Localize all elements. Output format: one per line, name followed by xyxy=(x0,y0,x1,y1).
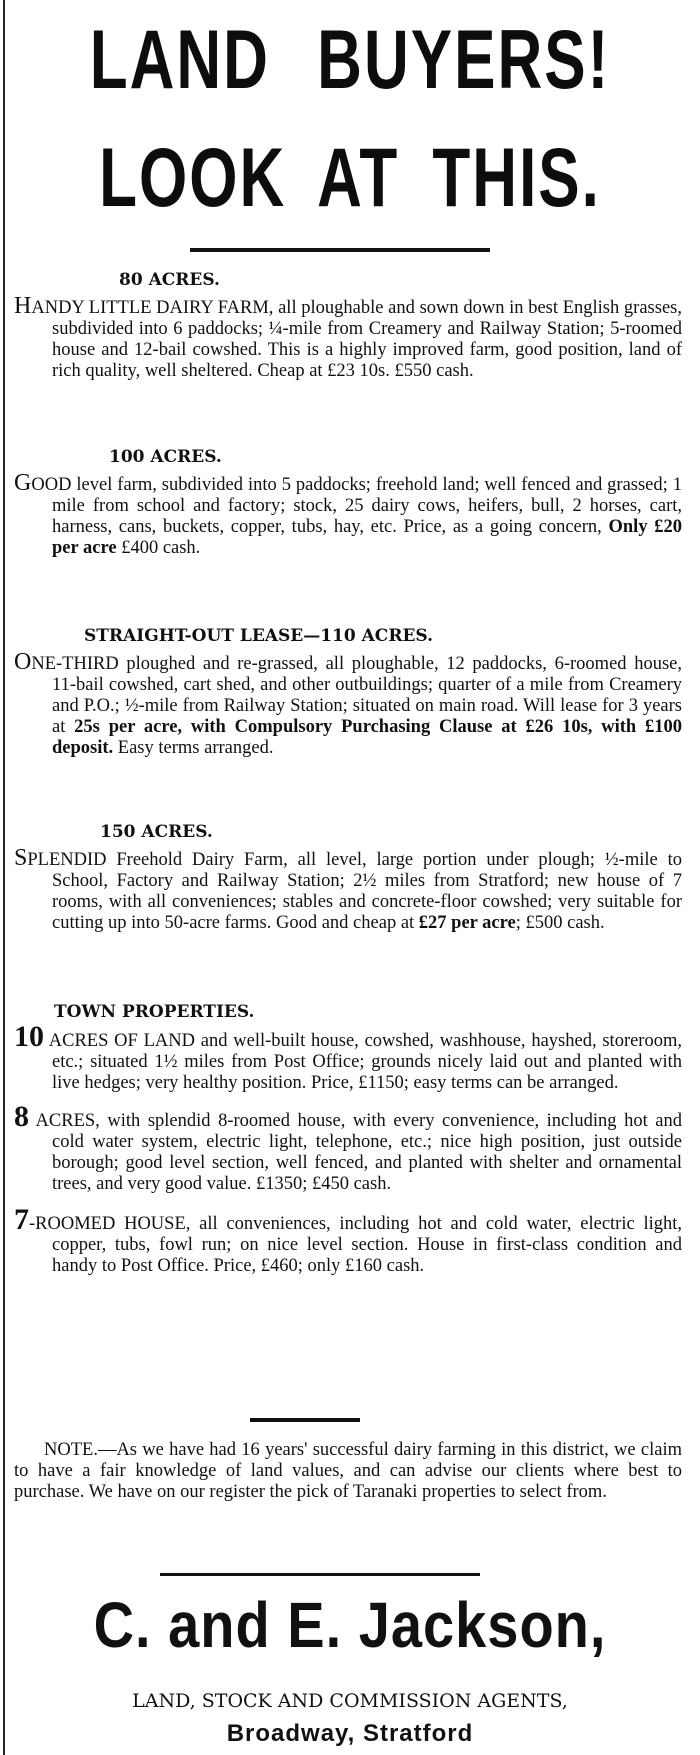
listing-text xyxy=(14,470,683,559)
listing-80-acres xyxy=(14,270,682,382)
listing-150-acres xyxy=(14,822,682,934)
drop-number: 10 xyxy=(14,1020,44,1053)
firm-address: Broadway, Stratford xyxy=(226,1720,474,1747)
listing-text xyxy=(14,845,682,934)
listing-tail: £400 cash. xyxy=(116,538,201,558)
town-properties-heading: TOWN PROPERTIES. xyxy=(54,1002,255,1022)
listing-heading: 100 ACRES. xyxy=(109,447,222,467)
listing-heading: 80 ACRES. xyxy=(119,270,220,290)
note-text: NOTE.—As we have had 16 years' successful dairy farming in this district, we claim to have a fair knowledge of land values, and can advise our clients where best to purchase. We have on our register the pick of Taranaki properties to select from. xyxy=(14,1440,682,1502)
listing-heading: 150 ACRES. xyxy=(100,822,213,842)
drop-number: 7 xyxy=(14,1203,29,1236)
firm-agents: LAND, STOCK AND COMMISSION AGENTS, xyxy=(132,1690,568,1712)
listing-text xyxy=(14,649,682,759)
divider-rule-bottom xyxy=(160,1573,480,1576)
divider-rule xyxy=(190,248,490,252)
drop-cap: H xyxy=(14,293,32,319)
listing-body: OOD level farm, subdivided into 5 paddocks; freehold land; well fenced and grassed; 1 mile from school and factory; stock, 25 dairy cows, heifers, bull, 2 horses, cart, harness, cans, buckets, copper, tubs, hay, etc. Price, as a going concern, xyxy=(31,475,682,537)
property-body: ACRES OF LAND and well-built house, cowshed, washhouse, hayshed, storeroom, etc.; situated 1½ miles from Post Office; grounds nicely laid out and planted with live hedges; very healthy position. Price, £1150; easy terms can be arranged. xyxy=(44,1031,682,1093)
divider-rule-short xyxy=(250,1418,360,1422)
property-body: -ROOMED HOUSE, all conveniences, including hot and cold water, electric light, copper, tubs, fowl run; on nice level section. House in first-class condition and handy to Post Office. Price, £460; only £160 cash. xyxy=(29,1214,682,1276)
town-property-7-roomed-house xyxy=(14,1203,682,1277)
property-body: ACRES, with splendid 8-roomed house, with every convenience, including hot and cold water system, electric light, telephone, etc.; nice high position, just outside borough; good level section, well fenced, and planted with shelter and ornamental trees, and very good value. £1350; £450 cash. xyxy=(29,1111,682,1194)
drop-cap: O xyxy=(14,649,32,675)
town-property-8-acres xyxy=(14,1100,682,1195)
listing-100-acres xyxy=(14,447,682,559)
listing-body: ANDY LITTLE DAIRY FARM, all ploughable and sown down in best English grasses, subdivided into 6 paddocks; ¼-mile from Creamery and Railway Station; 5-roomed house and 12-bail cowshed. This is a highly improved farm, good position, land of rich quality, well sheltered. Cheap at £23 10s. £550 cash. xyxy=(31,298,682,381)
listing-lease-110-acres xyxy=(14,626,682,759)
listing-body: NE-THIRD ploughed and re-grassed, all ploughable, 12 paddocks, 6-roomed house, 11-bail cowshed, cart shed, and other outbuildings; quarter of a mile from Creamery and P.O.; ½-mile from Railway Station; situated on main road. Will lease for 3 years at xyxy=(31,654,682,737)
drop-number: 8 xyxy=(14,1100,29,1133)
listing-price: £27 per acre xyxy=(418,913,516,933)
town-properties xyxy=(14,1002,682,1277)
listing-tail: Easy terms arranged. xyxy=(113,738,274,758)
firm-name: C. and E. Jackson, xyxy=(93,1588,607,1661)
note-section xyxy=(14,1440,682,1503)
headline-land-buyers: LAND BUYERS! xyxy=(89,13,611,107)
listing-text xyxy=(14,293,682,382)
listing-price: Only £20 per acre xyxy=(52,517,683,558)
listing-tail: ; £500 cash. xyxy=(515,913,605,933)
left-border-rule xyxy=(3,0,5,1755)
listing-body: PLENDID Freehold Dairy Farm, all level, large portion under plough; ½-mile to School, Factory and Railway Station; 2½ miles from Stratford; new house of 7 rooms, with all conveniences; stables and concrete-floor cowshed; very suitable for cutting up into 50-acre farms. Good and cheap at xyxy=(27,850,682,933)
headline-look-at-this: LOOK AT THIS. xyxy=(99,131,601,225)
drop-cap: S xyxy=(14,845,28,871)
town-property-10-acres xyxy=(14,1020,682,1094)
drop-cap: G xyxy=(14,470,32,496)
listing-terms: 25s per acre, with Compulsory Purchasing Clause at £26 10s, with £100 deposit. xyxy=(52,717,682,758)
listing-heading: STRAIGHT-OUT LEASE—110 ACRES. xyxy=(84,626,434,646)
